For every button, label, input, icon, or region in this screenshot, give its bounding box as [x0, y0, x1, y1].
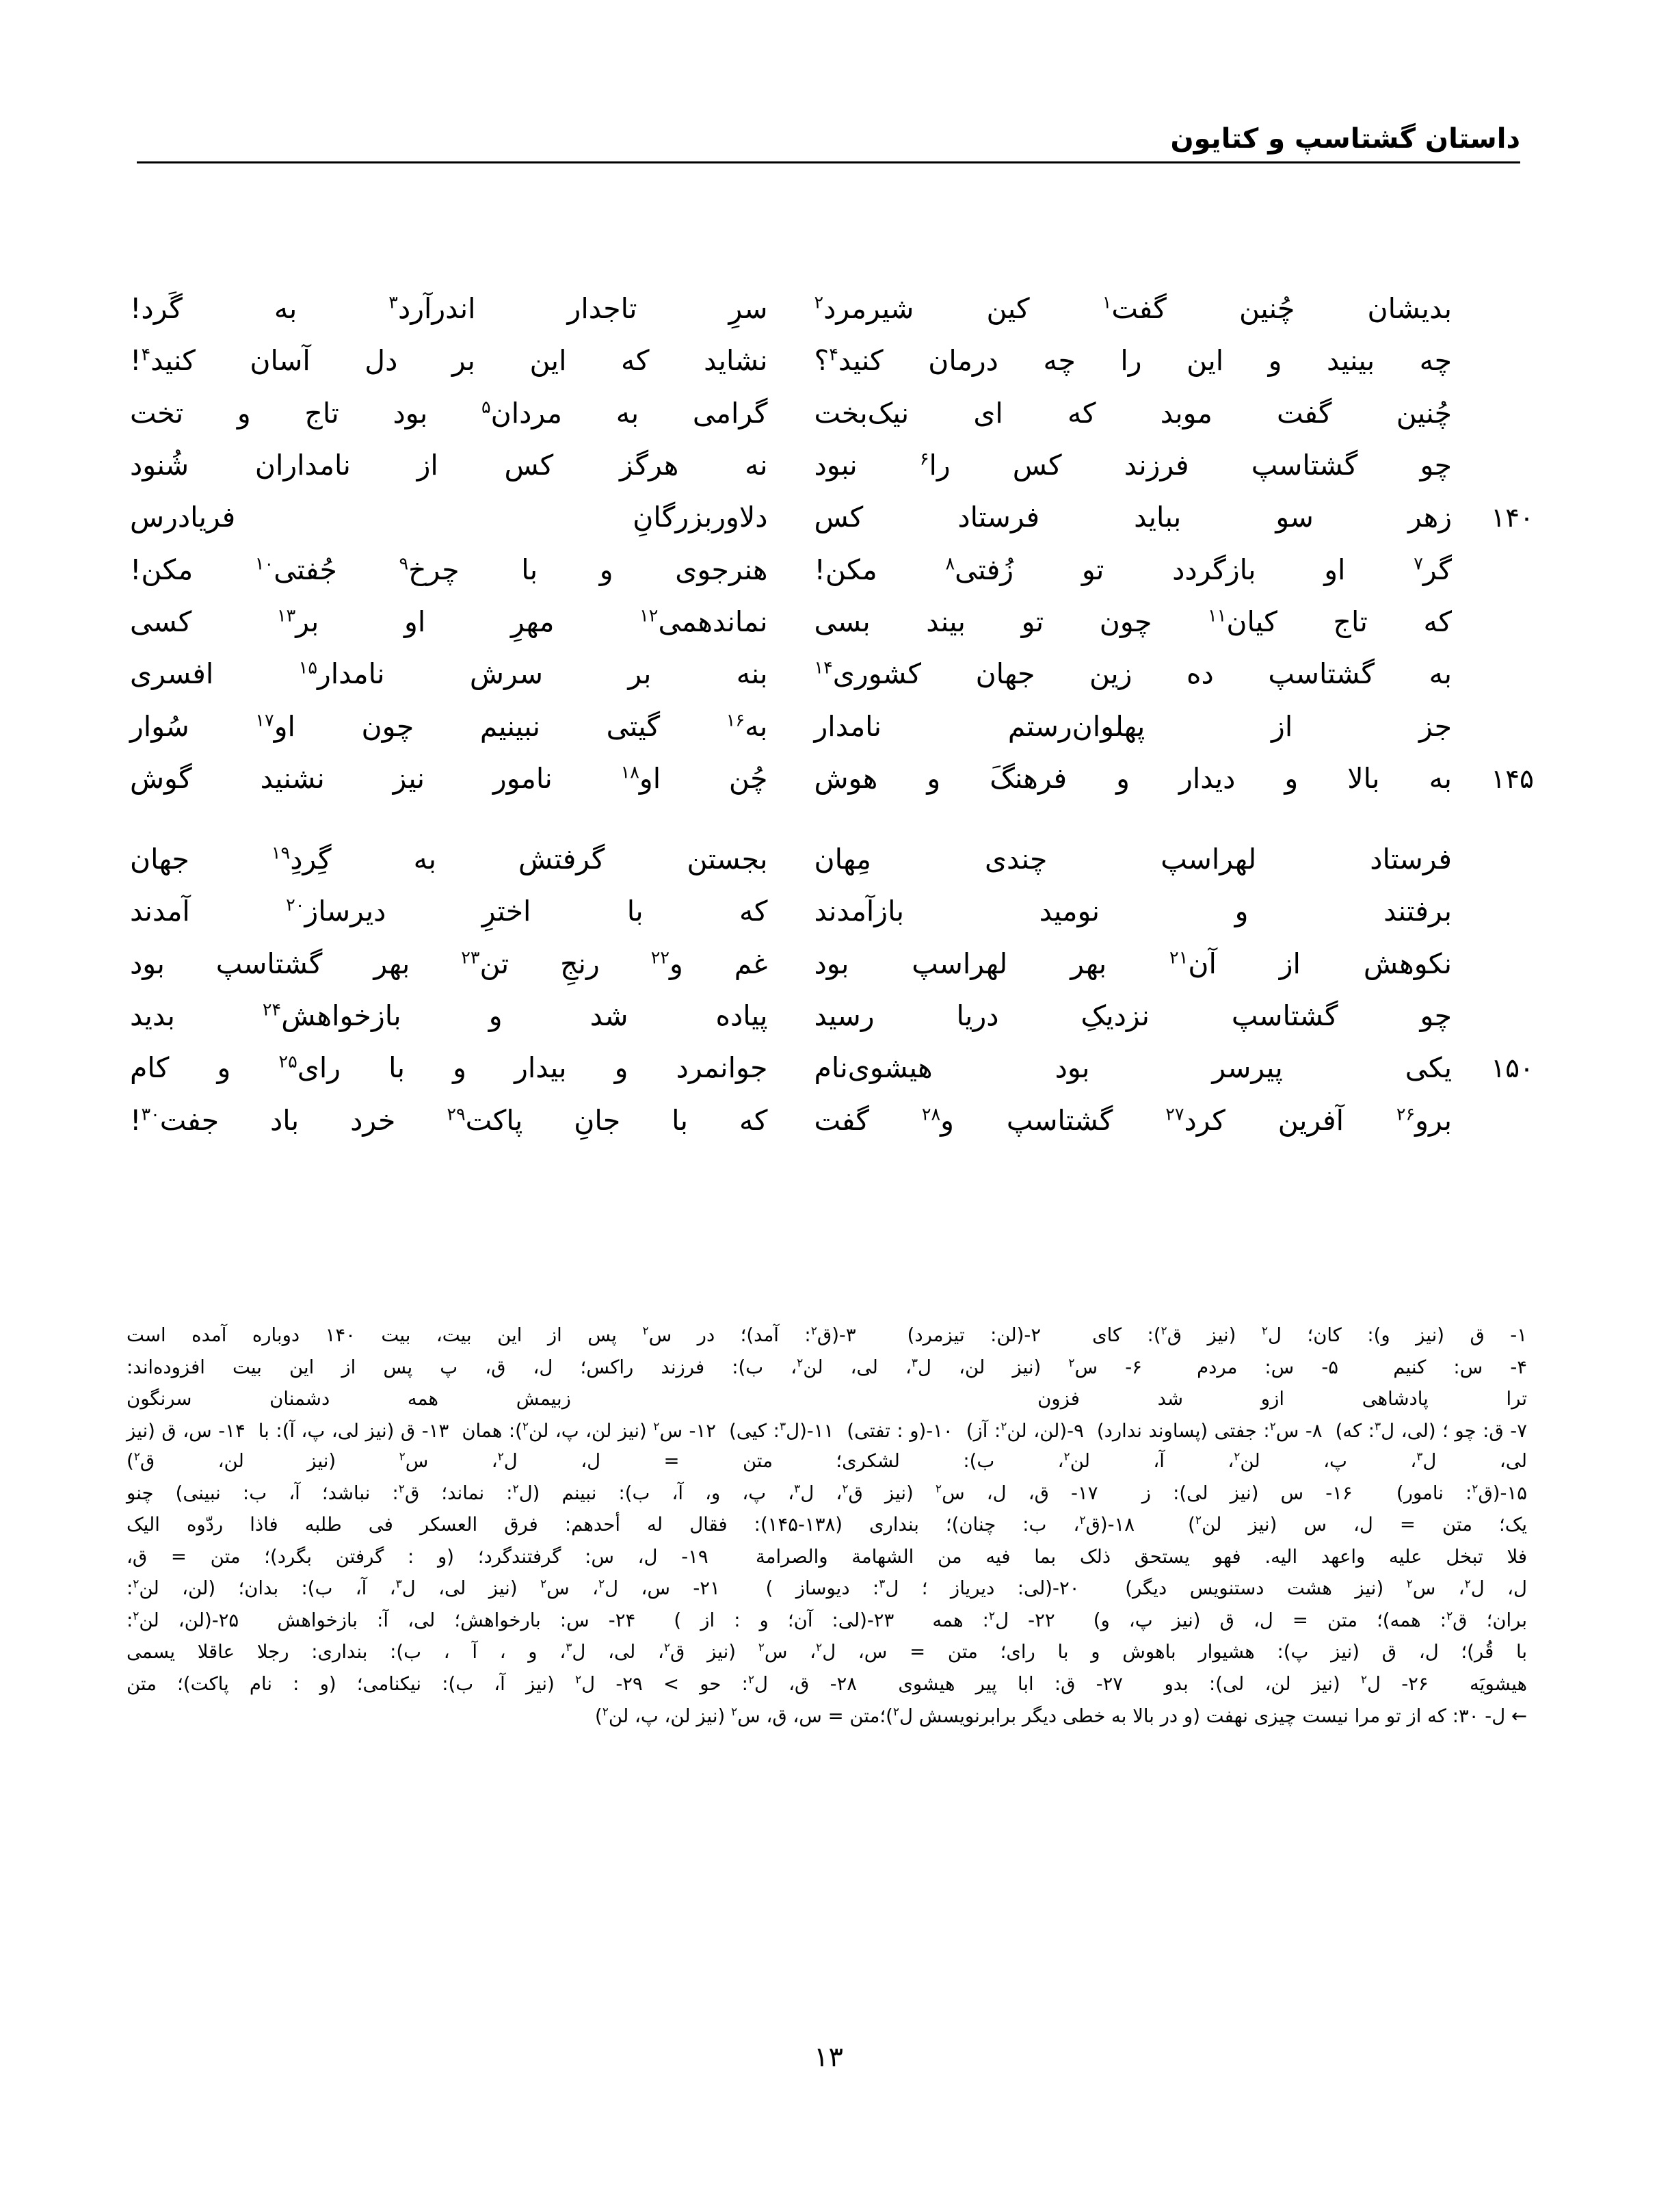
verse-couplet — [123, 1046, 1534, 1089]
hemistich-right: چو گشتاسپ فرزند کس را$^۶$ نبود — [814, 448, 1452, 482]
verse-couplet — [123, 995, 1534, 1037]
hemistich-right: برو$^{۲۶}$ آفرین کرد$^{۲۷}$ گشتاسپ و$^{۲۸}$ گفت — [814, 1103, 1452, 1137]
hemistich-right: زهر سو بباید فرستاد کس — [814, 501, 1452, 534]
stanza-two — [123, 838, 1534, 1142]
verse-couplet — [123, 838, 1534, 880]
running-head-title: داستان گشتاسپ و کتایون — [1170, 123, 1520, 155]
apparatus-line: هیشویَه ۲۶- ل$^۲$ (نیز لن، لی): بدو ۲۷- ق: ابا پیر هیشوی ۲۸- ق، ل$^۲$: حو > ۲۹- ل$^۲$ (نیز آ، ب): نیکنامی؛ (و : نام پاکت)؛ متن — [127, 1672, 1527, 1696]
apparatus-line: یک؛ متن = ل، س (نیز لن$^۲$) ۱۸-(ق$^۲$، ب: چنان)؛ بنداری (۱۳۸-۱۴۵): فقال له أحدهم: فرق العسکر فی طلبه فاذا ردّوه الیک — [127, 1514, 1527, 1536]
hemistich-left: پیاده شد و بازخواهش$^{۲۴}$ بدید — [130, 999, 768, 1033]
folio-number: ۱۳ — [814, 2042, 843, 2073]
verse-number: ۱۵۰ — [1491, 1053, 1534, 1085]
hemistich-left: سرِ تاجدار اندرآرد$^۳$ به گَرد! — [130, 291, 768, 325]
verse-couplet — [123, 392, 1534, 434]
hemistich-left: که با اخترِ دیرساز$^{۲۰}$ آمدند — [130, 894, 768, 928]
hemistich-right: به گشتاسپ ده زین جهان کشوری$^{۱۴}$ — [814, 657, 1452, 691]
hemistich-left: به$^{۱۶}$ گیتی نبینیم چون او$^{۱۷}$ سُوار — [130, 709, 768, 743]
stanza-one — [123, 287, 1534, 800]
verse-couplet — [123, 549, 1534, 591]
apparatus-line: ل، ل$^۲$، س$^۲$ (نیز هشت دستنویس دیگر) ۲۰-(لی: دیریاز ؛ ل$^۳$: دیوساز ) ۲۱- س، ل$^۲$، س$^۲$ (نیز لی، ل$^۳$، آ، ب): بدان؛ (لن، لن$^۲$: — [127, 1577, 1527, 1600]
hemistich-left: نه هرگز کس از نامداران شُنود — [130, 448, 768, 482]
verse-number: ۱۴۰ — [1491, 503, 1534, 534]
hemistich-right: که تاج کیان$^{۱۱}$ چون تو بیند بسی — [814, 605, 1452, 638]
verse-couplet — [123, 287, 1534, 330]
hemistich-right: به بالا و دیدار و فرهنگَ و هوش — [814, 761, 1452, 795]
apparatus-line: ۱۵-(ق$^۲$: نامور) ۱۶- س (نیز لی): ز ۱۷- ق، ل، س$^۲$ (نیز ق$^۲$، ل$^۳$، پ، و، آ، ب): نبینم (ل$^۲$: نماند؛ ق$^۲$: نباشد؛ آ، ب: نبینی) چنو — [127, 1482, 1527, 1504]
hemistich-left: جوانمرد و بیدار و با رای$^{۲۵}$ و کام — [130, 1051, 768, 1085]
hemistich-left: غم و$^{۲۲}$ رنجِ تن$^{۲۳}$ بهر گشتاسپ بود — [130, 947, 768, 980]
hemistich-left: بجستن گرفتش به گِردِ$^{۱۹}$ جهان — [130, 842, 768, 876]
hemistich-right: نکوهش از آن$^{۲۱}$ بهر لهراسپ بود — [814, 947, 1452, 980]
verse-couplet — [123, 1099, 1534, 1142]
apparatus-line: ۱- ق (نیز و): کان؛ ل$^۲$ (نیز ق$^۲$): کای ۲-(لن: تیزمرد) ۳-(ق$^۲$: آمد)؛ در س$^۲$ پس از این بیت، بیت ۱۴۰ دوباره آمده است — [127, 1324, 1527, 1346]
hemistich-left: نشاید که این بر دل آسان کنید$^۴$! — [130, 343, 768, 378]
hemistich-right: گر$^۷$ او بازگردد تو زُفتی$^۸$ مکن! — [814, 552, 1452, 586]
hemistich-right: بدیشان چُنین گفت$^۱$ کین شیرمرد$^۲$ — [814, 291, 1453, 325]
verse-couplet — [123, 943, 1534, 985]
verse-couplet — [123, 705, 1534, 748]
hemistich-right: یکی پیرسر بود هیشوی‌نام — [814, 1051, 1452, 1085]
hemistich-right: چو گشتاسپ نزدیکِ دریا رسید — [814, 999, 1452, 1033]
hemistich-left: دلاوربزرگانِ فریادرس — [130, 501, 768, 534]
hemistich-right: چُنین گفت موبد که ای نیک‌بخت — [814, 396, 1452, 430]
critical-apparatus — [127, 1320, 1527, 1733]
header-rule — [137, 161, 1520, 163]
verse-couplet — [123, 890, 1534, 932]
hemistich-right: چه بینید و این را چه درمان کنید$^۴$؟ — [814, 343, 1452, 378]
hemistich-left: چُن او$^{۱۸}$ نامور نیز نشنید گوش — [130, 761, 768, 795]
verse-couplet — [123, 444, 1534, 486]
hemistich-left: گرامی به مردان$^۵$ بود تاج و تخت — [130, 395, 768, 430]
hemistich-left: بنه بر سرش نامدار$^{۱۵}$ افسری — [130, 657, 768, 691]
apparatus-line: ← ل- ۳۰: که از تو مرا نیست چیزی نهفت (و در بالا به خطی دیگر برابرنویسش ل$^۲$)؛متن = س، ق، س$^۲$ (نیز لن، پ، لن$^۲$) — [595, 1704, 1527, 1727]
hemistich-right: برفتند و نومید بازآمدند — [814, 895, 1452, 928]
verse-couplet — [123, 496, 1534, 538]
apparatus-line: با قُر)؛ ل، ق (نیز پ): هشیوار باهوش و با رای؛ متن = س، ل$^۲$، س$^۲$ (نیز ق$^۲$، لی، ل$^۳$، و ، آ ، ب): بنداری: رجلا عاقلا یسمی — [127, 1641, 1527, 1663]
hemistich-right: فرستاد لهراسپ چندی مِهان — [814, 843, 1452, 876]
verse-couplet — [123, 653, 1534, 695]
apparatus-line: فلا تبخل علیه واعهد الیه. فهو یستحق ذلک بما فیه من الشهامة والصرامة ۱۹- ل، س: گرفتندگرد؛ (و : گرفتن بگرد)؛ متن = ق، — [127, 1545, 1528, 1568]
verse-couplet — [123, 757, 1534, 800]
verse-number: ۱۴۵ — [1491, 763, 1534, 795]
apparatus-line: ترا پادشاهی ازو شد فزون زبیمش همه دشمنان سرنگون — [127, 1388, 1527, 1410]
running-head-block — [137, 123, 1520, 163]
verse-couplet — [123, 601, 1534, 643]
verse-couplet — [123, 339, 1534, 382]
verse-body — [123, 287, 1534, 1180]
apparatus-line: ۷- ق: چو ؛ (لی، ل$^۳$: که) ۸- س$^۲$: جفتی (پساوند ندارد) ۹-(لن، لن$^۲$: آز) ۱۰-(و : تفتی) ۱۱-(ل$^۳$: کیی) ۱۲- س$^۲$ (نیز لن، پ، لن$^۲$): همان ۱۳- ق (نیز لی، پ، آ): با ۱۴- س، ق (نیز لی، ل$^۳$، پ، لن$^۲$، آ، لن$^۲$، ب): لشکری؛ متن = ل، ل$^۲$، س$^۲$ (نیز لن، ق$^۲$) — [127, 1419, 1527, 1473]
hemistich-left: که با جانِ پاکت$^{۲۹}$ خرد باد جفت$^{۳۰}$! — [130, 1103, 768, 1137]
hemistich-left: هنرجوی و با چرخ$^۹$ جُفتی$^{۱۰}$ مکن! — [130, 552, 768, 586]
apparatus-line: ۴- س: کنیم ۵- س: مردم ۶- س$^۲$ (نیز لن، ل$^۳$، لی، لن$^۲$، ب): فرزند راکس؛ ل، ق، پ پس از این بیت افزوده‌اند: — [127, 1356, 1528, 1378]
hemistich-left: نماندهمی$^{۱۲}$ مهرِ او بر$^{۱۳}$ کسی — [130, 605, 768, 638]
hemistich-right: جز از پهلوان‌رستم نامدار — [814, 709, 1452, 743]
apparatus-line: بران؛ ق$^۲$: همه)؛ متن = ل، ق (نیز پ، و) ۲۲- ل$^۲$: همه ۲۳-(لی: آن؛ و : از ) ۲۴- س: بارخواهش؛ لی، آ: بازخواهش ۲۵-(لن، لن$^۲$: — [127, 1609, 1527, 1631]
